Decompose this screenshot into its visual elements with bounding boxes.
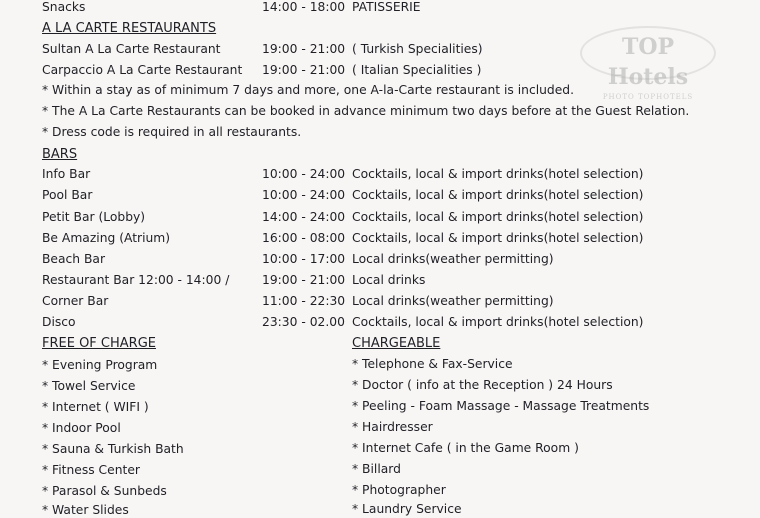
free-item: * Evening Program: [42, 358, 158, 372]
chargeable-item: * Hairdresser: [352, 420, 433, 434]
bar-note: Local drinks(weather permitting): [352, 252, 554, 266]
free-item: * Fitness Center: [42, 463, 140, 477]
free-item: * Water Slides: [42, 503, 129, 517]
bar-name: Disco: [42, 315, 76, 329]
snacks-note: PATISSERIE: [352, 0, 421, 14]
alacarte-item-note: ( Italian Specialities ): [352, 63, 482, 77]
bar-time: 16:00 - 08:00: [262, 231, 346, 245]
alacarte-item-name: Carpaccio A La Carte Restaurant: [42, 63, 243, 77]
bar-note: Cocktails, local & import drinks(hotel selection): [352, 210, 644, 224]
bar-name: Beach Bar: [42, 252, 106, 266]
free-item: * Indoor Pool: [42, 421, 121, 435]
free-item: * Towel Service: [42, 379, 136, 393]
bar-note: Cocktails, local & import drinks(hotel selection): [352, 315, 644, 329]
bar-time: 10:00 - 24:00: [262, 167, 346, 181]
bar-time: 10:00 - 17:00: [262, 252, 346, 266]
free-item: * Sauna & Turkish Bath: [42, 442, 184, 456]
bar-name: Info Bar: [42, 167, 91, 181]
bar-note: Cocktails, local & import drinks(hotel selection): [352, 167, 644, 181]
bar-name: Restaurant Bar 12:00 - 14:00 /: [42, 273, 230, 287]
bars-heading: BARS: [42, 147, 78, 162]
snacks-time: 14:00 - 18:00: [262, 0, 346, 14]
snacks-name: Snacks: [42, 0, 86, 14]
chargeable-item: * Internet Cafe ( in the Game Room ): [352, 441, 579, 455]
chargeable-item: * Billard: [352, 462, 401, 476]
alacarte-item-name: Sultan A La Carte Restaurant: [42, 42, 221, 56]
watermark-sub-text: PHOTO TOPHOTELS: [602, 93, 694, 101]
tophotels-watermark: [580, 26, 716, 101]
bar-note: Cocktails, local & import drinks(hotel selection): [352, 188, 644, 202]
free-item: * Parasol & Sunbeds: [42, 484, 167, 498]
bar-time: 19:00 - 21:00: [262, 273, 346, 287]
free-heading: FREE OF CHARGE: [42, 336, 156, 351]
alacarte-heading: A LA CARTE RESTAURANTS: [42, 21, 217, 36]
chargeable-item: * Laundry Service: [352, 502, 462, 516]
bar-time: 23:30 - 02.00: [262, 315, 345, 329]
bar-note: Local drinks(weather permitting): [352, 294, 554, 308]
bar-name: Corner Bar: [42, 294, 109, 308]
alacarte-note: * Within a stay as of minimum 7 days and more, one A-la-Carte restaurant is included.: [42, 83, 575, 97]
bar-time: 11:00 - 22:30: [262, 294, 346, 308]
bar-time: 10:00 - 24:00: [262, 188, 346, 202]
alacarte-item-note: ( Turkish Specialities): [352, 42, 483, 56]
watermark-main-text: TOP Hotels: [607, 34, 689, 90]
alacarte-item-time: 19:00 - 21:00: [262, 63, 346, 77]
bar-time: 14:00 - 24:00: [262, 210, 346, 224]
chargeable-item: * Doctor ( info at the Reception ) 24 Hours: [352, 378, 613, 392]
alacarte-note: * The A La Carte Restaurants can be booked in advance minimum two days before at the Guest Relation.: [42, 104, 690, 118]
bar-note: Cocktails, local & import drinks(hotel selection): [352, 231, 644, 245]
chargeable-item: * Photographer: [352, 483, 446, 497]
free-item: * Internet ( WIFI ): [42, 400, 149, 414]
bar-name: Petit Bar (Lobby): [42, 210, 146, 224]
chargeable-heading: CHARGEABLE: [352, 336, 441, 351]
chargeable-item: * Peeling - Foam Massage - Massage Treatments: [352, 399, 650, 413]
bar-name: Be Amazing (Atrium): [42, 231, 171, 245]
alacarte-item-time: 19:00 - 21:00: [262, 42, 346, 56]
bar-name: Pool Bar: [42, 188, 93, 202]
alacarte-note: * Dress code is required in all restaurants.: [42, 125, 302, 139]
bar-note: Local drinks: [352, 273, 426, 287]
chargeable-item: * Telephone & Fax-Service: [352, 357, 513, 371]
